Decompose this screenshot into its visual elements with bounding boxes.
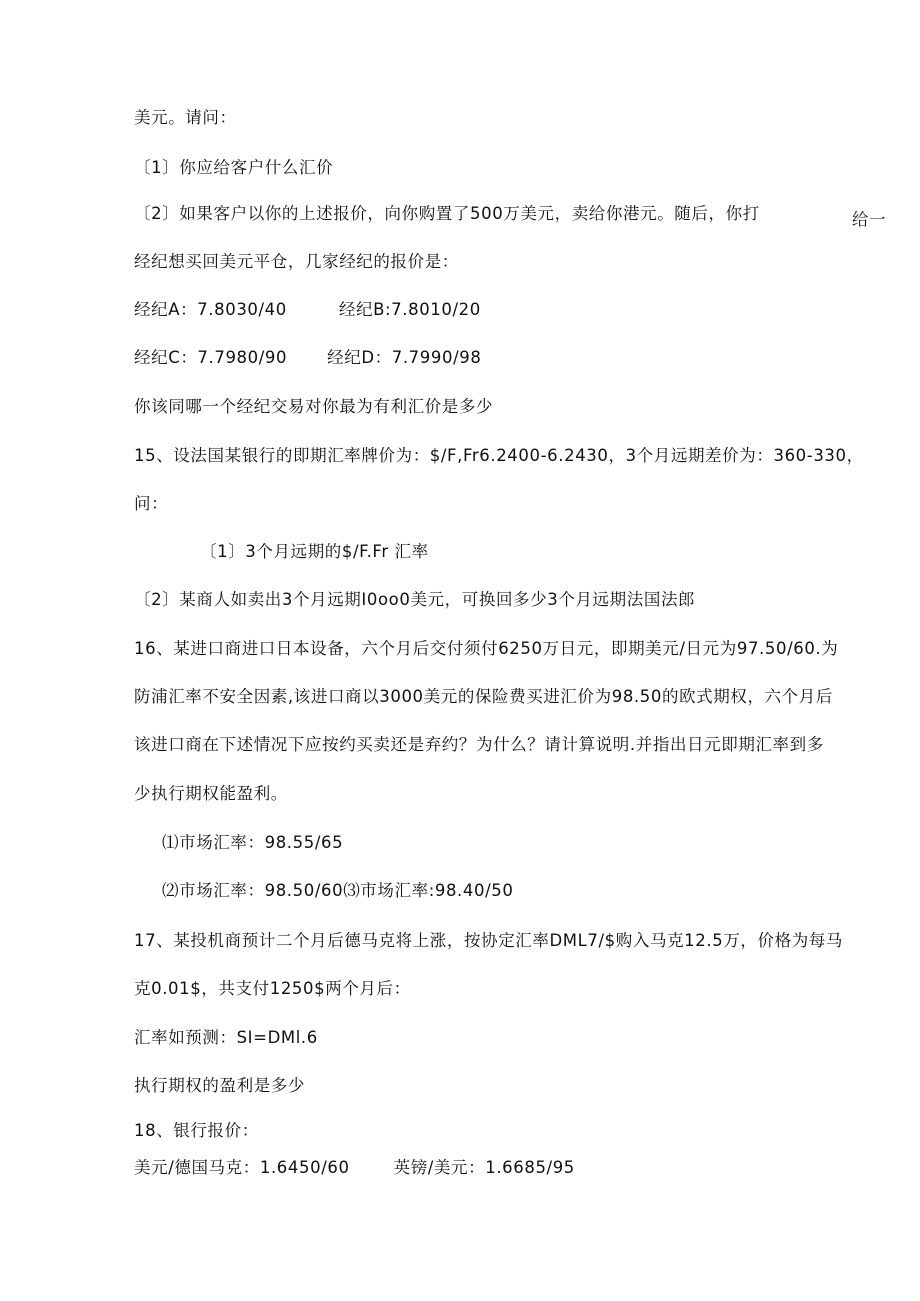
text-line-16-cont1: 防浦汇率不安全因素,该进口商以3000美元的保险费买进汇价为98.50的欧式期权，六个月后 xyxy=(134,687,833,706)
text-line-18: 18、银行报价： xyxy=(134,1121,259,1140)
bank-quotes-row xyxy=(134,1157,575,1179)
text-line-question-intro: 美元。请问： xyxy=(134,108,237,127)
broker-quotes-row-1 xyxy=(134,299,481,321)
text-line-17-forecast: 汇率如预测：SI=DMl.6 xyxy=(134,1028,318,1047)
text-line-15: 15、设法国某银行的即期汇率牌价为：$/F,Fr6.2400-6.2430，3个月远期差价为：360-330， xyxy=(134,446,864,465)
text-line-17-profit: 执行期权的盈利是多少 xyxy=(134,1076,305,1095)
text-line-17: 17、某投机商预计二个月后德马克将上涨，按协定汇率DML7/$购入马克12.5万，价格为每马 xyxy=(134,931,844,950)
broker-a-quote: 经纪A：7.8030/40 xyxy=(134,300,287,319)
text-line-15-sub2: 〔2〕某商人如卖出3个月远期I0oo0美元，可换回多少3个月远期法国法郎 xyxy=(134,590,696,609)
text-line-q1: 〔1〕你应给客户什么汇价 xyxy=(134,158,334,177)
text-line-q2-cont: 经纪想买回美元平仓，几家经纪的报价是： xyxy=(134,252,459,271)
margin-note: 给一 xyxy=(852,210,887,229)
text-line-15-sub1: 〔1〕3个月远期的$/F.Fr 汇率 xyxy=(200,542,429,561)
gbp-usd-quote: 英镑/美元：1.6685/95 xyxy=(393,1158,575,1177)
broker-b-quote: 经纪B:7.8010/20 xyxy=(338,300,481,319)
text-line-15-ask: 问： xyxy=(134,494,169,513)
text-line-16-case1: ⑴市场汇率：98.55/65 xyxy=(162,833,344,852)
broker-c-quote: 经纪C：7.7980/90 xyxy=(134,348,288,367)
text-line-q2: 〔2〕如果客户以你的上述报价，向你购置了500万美元，卖给你港元。随后，你打 xyxy=(134,204,760,223)
text-line-which-broker: 你该同哪一个经纪交易对你最为有利汇价是多少 xyxy=(134,397,494,416)
text-line-17-cont: 克0.01$，共支付1250$两个月后： xyxy=(134,979,411,998)
usd-dem-quote: 美元/德国马克：1.6450/60 xyxy=(134,1158,350,1177)
text-line-16-cont2: 该进口商在下述情况下应按约买卖还是弃约？为什么？请计算说明.并指出日元即期汇率到多 xyxy=(134,735,824,754)
text-line-16-case2-3: ⑵市场汇率：98.50/60⑶市场汇率:98.40/50 xyxy=(162,881,514,900)
broker-quotes-row-2 xyxy=(134,347,481,369)
text-line-16-cont3: 少执行期权能盈利。 xyxy=(134,784,288,803)
broker-d-quote: 经纪D：7.7990/98 xyxy=(327,348,482,367)
text-line-16: 16、某进口商进口日本设备，六个月后交付须付6250万日元，即期美元/日元为97.50/60.为 xyxy=(134,639,839,658)
